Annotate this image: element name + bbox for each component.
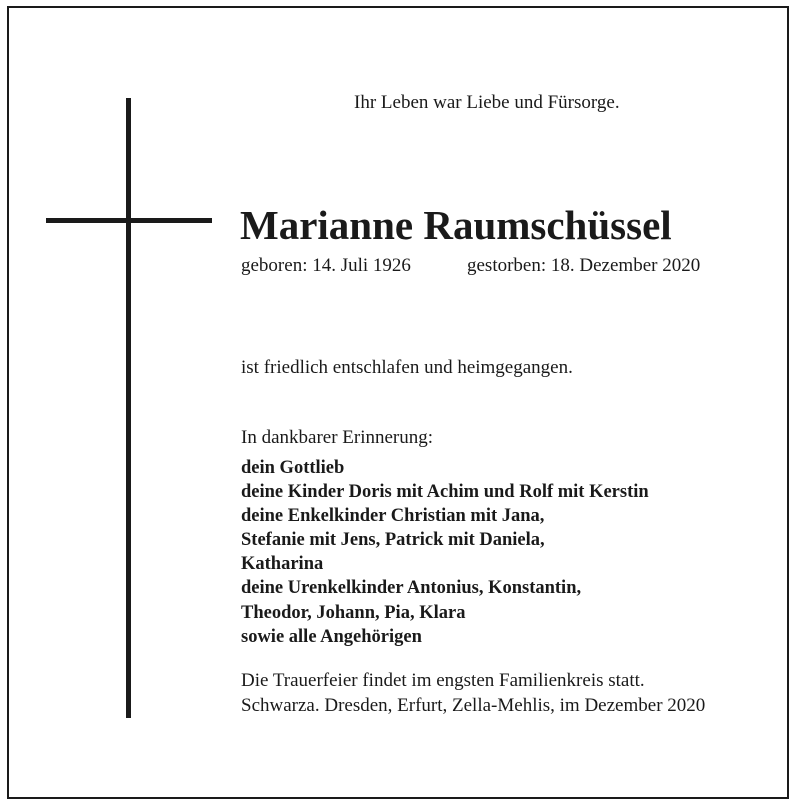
mourner-line: Theodor, Johann, Pia, Klara	[241, 602, 466, 623]
mourner-line: deine Kinder Doris mit Achim und Rolf mit Kerstin	[241, 482, 649, 503]
mourners-list	[241, 456, 649, 649]
mourner-line: deine Enkelkinder Christian mit Jana,	[241, 506, 545, 527]
mourner-line: deine Urenkelkinder Antonius, Konstantin,	[241, 578, 582, 599]
mourner-line: Stefanie mit Jens, Patrick mit Daniela,	[241, 530, 545, 551]
place-date-line: Schwarza. Dresden, Erfurt, Zella-Mehlis, im Dezember 2020	[241, 695, 706, 716]
death-date: gestorben: 18. Dezember 2020	[467, 255, 701, 276]
birth-date: geboren: 14. Juli 1926	[241, 255, 411, 276]
deceased-name: Marianne Raumschüssel	[240, 202, 672, 248]
funeral-note: Die Trauerfeier findet im engsten Familienkreis statt.	[241, 670, 645, 691]
closing-notes	[241, 668, 705, 718]
mourner-line: Katharina	[241, 554, 324, 575]
cross-icon-crossbar	[46, 218, 212, 223]
memory-intro: In dankbarer Erinnerung:	[241, 427, 434, 448]
mourner-line: sowie alle Angehörigen	[241, 626, 422, 647]
death-statement: ist friedlich entschlafen und heimgegangen.	[241, 357, 573, 378]
cross-icon	[126, 98, 131, 718]
mourner-line: dein Gottlieb	[241, 458, 345, 478]
motto: Ihr Leben war Liebe und Fürsorge.	[354, 92, 620, 113]
